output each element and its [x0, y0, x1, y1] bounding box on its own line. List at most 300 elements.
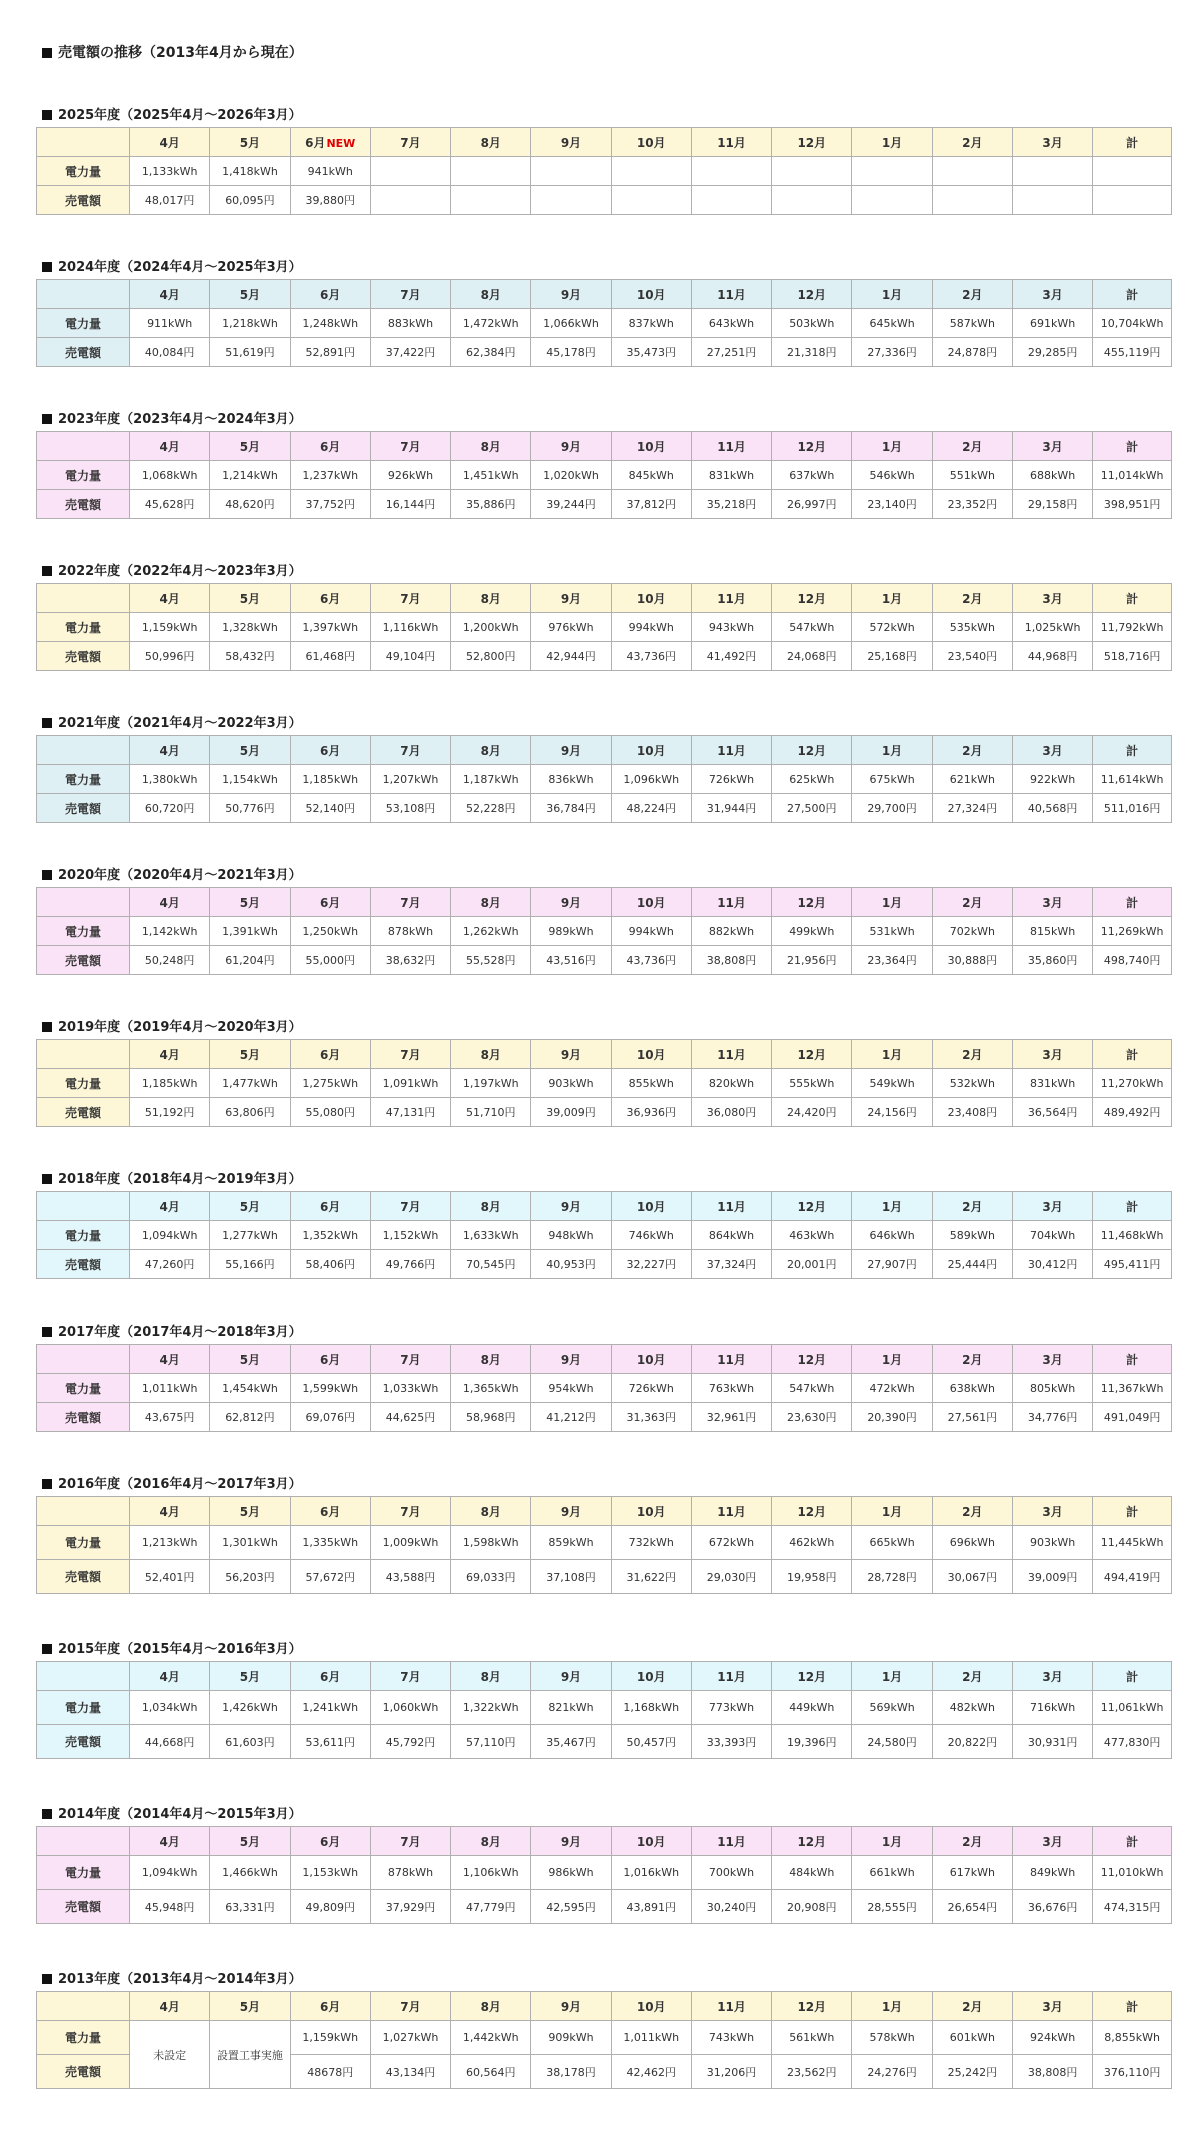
sales-value: 48,224円	[611, 794, 691, 823]
power-label: 電力量	[37, 613, 130, 642]
power-value: 1,020kWh	[531, 461, 611, 490]
month-label: 10月	[636, 1352, 666, 1367]
month-label: 6月	[320, 743, 341, 758]
month-label: 8月	[480, 591, 501, 606]
month-label: 3月	[1042, 1999, 1063, 2014]
month-header	[210, 1827, 290, 1856]
month-header	[130, 1192, 210, 1221]
month-header	[691, 128, 771, 157]
power-row	[37, 1374, 1172, 1403]
power-value	[451, 157, 531, 186]
sales-value: 36,564円	[1012, 1098, 1092, 1127]
power-value: 551kWh	[932, 461, 1012, 490]
month-header	[451, 1992, 531, 2021]
power-value: 1,011kWh	[130, 1374, 210, 1403]
power-value: 1,153kWh	[290, 1856, 370, 1890]
sales-value: 52,891円	[290, 338, 370, 367]
power-label: 電力量	[37, 765, 130, 794]
power-row	[37, 613, 1172, 642]
month-label: 12月	[797, 1669, 827, 1684]
month-label: 11月	[717, 1669, 746, 1684]
power-value: 1,454kWh	[210, 1374, 290, 1403]
power-value: 1,451kWh	[451, 461, 531, 490]
sales-row	[37, 946, 1172, 975]
month-label: 2月	[962, 287, 983, 302]
sales-label: 売電額	[37, 1098, 130, 1127]
sales-value: 24,878円	[932, 338, 1012, 367]
power-value: 1,466kWh	[210, 1856, 290, 1890]
month-header	[611, 1827, 691, 1856]
sales-label: 売電額	[37, 2055, 130, 2089]
power-value: 8,855kWh	[1093, 2021, 1172, 2055]
sales-value: 36,080円	[691, 1098, 771, 1127]
sales-value: 35,467円	[531, 1725, 611, 1759]
year-title	[36, 713, 1172, 735]
year-title	[36, 105, 1172, 127]
year-block	[36, 1969, 1172, 2089]
power-row	[37, 157, 1172, 186]
month-label: 12月	[797, 287, 827, 302]
sales-value: 51,619円	[210, 338, 290, 367]
month-header	[1012, 280, 1092, 309]
month-header	[852, 584, 932, 613]
power-value: 954kWh	[531, 1374, 611, 1403]
month-header	[1012, 432, 1092, 461]
month-header	[611, 888, 691, 917]
black-square-icon	[42, 414, 52, 424]
power-value: 909kWh	[531, 2021, 611, 2055]
month-label: 9月	[560, 743, 582, 758]
month-label: 6月	[320, 1199, 341, 1214]
month-label: 9月	[560, 1669, 582, 1684]
sales-value: 33,393円	[691, 1725, 771, 1759]
month-header	[290, 584, 370, 613]
header-row	[37, 1192, 1172, 1221]
month-header	[130, 1040, 210, 1069]
month-header	[611, 1040, 691, 1069]
power-value: 1,322kWh	[451, 1691, 531, 1725]
sales-value: 47,260円	[130, 1250, 210, 1279]
month-label: 10月	[636, 135, 666, 150]
corner-cell	[37, 888, 130, 917]
month-label: 10月	[636, 1999, 666, 2014]
year-table	[36, 887, 1172, 975]
month-label: 9月	[560, 1199, 582, 1214]
month-label: 5月	[239, 1834, 261, 1849]
sales-value: 42,944円	[531, 642, 611, 671]
month-label: 12月	[797, 591, 827, 606]
power-label: 電力量	[37, 1221, 130, 1250]
power-value: 1,060kWh	[370, 1691, 450, 1725]
year-title-text: 2020年度（2020年4月～2021年3月）	[58, 868, 302, 883]
sales-value: 38,808円	[1012, 2055, 1092, 2089]
power-value: 1,472kWh	[451, 309, 531, 338]
month-header	[210, 1192, 290, 1221]
power-value: 1,094kWh	[130, 1221, 210, 1250]
black-square-icon	[42, 566, 52, 576]
sales-value: 49,104円	[370, 642, 450, 671]
month-header	[531, 584, 611, 613]
month-header	[531, 736, 611, 765]
year-title	[36, 1169, 1172, 1191]
year-block	[36, 1169, 1172, 1279]
power-value: 911kWh	[130, 309, 210, 338]
power-value: 726kWh	[691, 765, 771, 794]
power-value: 989kWh	[531, 917, 611, 946]
power-value: 1,133kWh	[130, 157, 210, 186]
sales-value: 50,776円	[210, 794, 290, 823]
power-value: 1,025kWh	[1012, 613, 1092, 642]
month-header	[611, 1662, 691, 1691]
sales-value: 36,936円	[611, 1098, 691, 1127]
sales-value: 58,432円	[210, 642, 290, 671]
power-value: 1,397kWh	[290, 613, 370, 642]
month-label: 7月	[400, 1834, 421, 1849]
header-row	[37, 584, 1172, 613]
power-value: 11,010kWh	[1093, 1856, 1172, 1890]
power-value: 1,218kWh	[210, 309, 290, 338]
month-header	[691, 1345, 771, 1374]
month-label: 11月	[717, 439, 746, 454]
month-label: 10月	[636, 439, 666, 454]
month-header	[290, 1827, 370, 1856]
month-label: 12月	[797, 743, 827, 758]
power-value: 1,142kWh	[130, 917, 210, 946]
power-row	[37, 765, 1172, 794]
month-label: 2月	[962, 1999, 983, 2014]
month-label: 4月	[159, 1199, 180, 1214]
month-label: 10月	[636, 591, 666, 606]
power-value: 1,154kWh	[210, 765, 290, 794]
year-table	[36, 1661, 1172, 1759]
corner-cell	[37, 1040, 130, 1069]
month-label: 12月	[797, 1352, 827, 1367]
sales-value: 62,812円	[210, 1403, 290, 1432]
month-header	[130, 280, 210, 309]
year-block	[36, 257, 1172, 367]
black-square-icon	[42, 1809, 52, 1819]
power-value: 702kWh	[932, 917, 1012, 946]
month-header	[691, 1192, 771, 1221]
sales-value: 30,888円	[932, 946, 1012, 975]
month-header	[932, 1497, 1012, 1526]
sales-row	[37, 490, 1172, 519]
year-table	[36, 583, 1172, 671]
month-header	[772, 736, 852, 765]
month-label: 5月	[239, 1504, 261, 1519]
month-header	[130, 1827, 210, 1856]
month-header	[370, 1345, 450, 1374]
month-header	[531, 1992, 611, 2021]
sales-value	[1093, 186, 1172, 215]
sales-value: 518,716円	[1093, 642, 1172, 671]
month-label: 1月	[881, 743, 903, 758]
power-value: 561kWh	[772, 2021, 852, 2055]
month-label: 11月	[717, 591, 746, 606]
power-value: 11,792kWh	[1093, 613, 1172, 642]
month-label: 9月	[560, 591, 582, 606]
month-label: 1月	[881, 1047, 903, 1062]
month-header	[852, 280, 932, 309]
year-title	[36, 257, 1172, 279]
month-header	[1012, 888, 1092, 917]
sales-value: 23,630円	[772, 1403, 852, 1432]
month-label: 3月	[1042, 895, 1063, 910]
month-label: 1月	[881, 1199, 903, 1214]
month-label: 11月	[717, 1999, 746, 2014]
year-title-text: 2019年度（2019年4月～2020年3月）	[58, 1020, 302, 1035]
month-label: 12月	[797, 895, 827, 910]
power-value: 849kWh	[1012, 1856, 1092, 1890]
power-value: 638kWh	[932, 1374, 1012, 1403]
month-header	[370, 1497, 450, 1526]
power-value: 1,159kWh	[290, 2021, 370, 2055]
sales-value: 37,752円	[290, 490, 370, 519]
sales-value	[531, 186, 611, 215]
month-label: 3月	[1042, 439, 1063, 454]
sales-value: 27,251円	[691, 338, 771, 367]
sales-value: 23,140円	[852, 490, 932, 519]
month-header	[130, 128, 210, 157]
power-row	[37, 1856, 1172, 1890]
power-value: 449kWh	[772, 1691, 852, 1725]
sales-value: 61,204円	[210, 946, 290, 975]
month-label: 9月	[560, 1999, 582, 2014]
month-label: 4月	[159, 1834, 180, 1849]
power-value: 746kWh	[611, 1221, 691, 1250]
sales-value: 27,561円	[932, 1403, 1012, 1432]
year-title-text: 2024年度（2024年4月～2025年3月）	[58, 260, 302, 275]
year-title-text: 2022年度（2022年4月～2023年3月）	[58, 564, 302, 579]
year-block	[36, 1017, 1172, 1127]
corner-cell	[37, 1662, 130, 1691]
sales-value: 35,473円	[611, 338, 691, 367]
month-label: 7月	[400, 1504, 421, 1519]
power-value: 531kWh	[852, 917, 932, 946]
month-header	[932, 432, 1012, 461]
sales-value: 20,822円	[932, 1725, 1012, 1759]
power-value: 691kWh	[1012, 309, 1092, 338]
year-table	[36, 279, 1172, 367]
power-value: 922kWh	[1012, 765, 1092, 794]
power-value: 601kWh	[932, 2021, 1012, 2055]
sales-value: 21,318円	[772, 338, 852, 367]
month-header	[130, 736, 210, 765]
month-label: 1月	[881, 1834, 903, 1849]
month-label: 12月	[797, 135, 827, 150]
sales-value: 31,622円	[611, 1560, 691, 1594]
month-label: 3月	[1042, 1047, 1063, 1062]
month-label: 8月	[480, 1047, 501, 1062]
month-label: 1月	[881, 135, 903, 150]
month-label: 4月	[159, 1504, 180, 1519]
sales-value: 45,628円	[130, 490, 210, 519]
sales-value: 36,784円	[531, 794, 611, 823]
month-label: 2月	[962, 1669, 983, 1684]
month-header	[611, 1497, 691, 1526]
power-value: 941kWh	[290, 157, 370, 186]
sales-value: 30,931円	[1012, 1725, 1092, 1759]
month-header	[290, 1497, 370, 1526]
month-label: 11月	[717, 1834, 746, 1849]
sales-value: 50,457円	[611, 1725, 691, 1759]
power-value: 805kWh	[1012, 1374, 1092, 1403]
month-label: 8月	[480, 1999, 501, 2014]
year-title-text: 2015年度（2015年4月～2016年3月）	[58, 1642, 302, 1657]
month-label: 6月	[320, 439, 341, 454]
power-row	[37, 1691, 1172, 1725]
sales-value: 25,242円	[932, 2055, 1012, 2089]
power-value: 1,633kWh	[451, 1221, 531, 1250]
month-header	[691, 1040, 771, 1069]
month-header	[691, 1662, 771, 1691]
sales-value: 24,276円	[852, 2055, 932, 2089]
month-header	[290, 1040, 370, 1069]
month-header	[611, 1345, 691, 1374]
month-label: 9月	[560, 1834, 582, 1849]
month-label: 9月	[560, 1047, 582, 1062]
sales-label: 売電額	[37, 338, 130, 367]
total-header: 計	[1093, 1040, 1172, 1069]
sales-value: 23,352円	[932, 490, 1012, 519]
sales-value: 62,384円	[451, 338, 531, 367]
month-label: 9月	[560, 439, 582, 454]
month-header	[691, 1992, 771, 2021]
month-label: 8月	[480, 1352, 501, 1367]
sales-value	[852, 186, 932, 215]
month-header	[932, 128, 1012, 157]
year-title	[36, 1969, 1172, 1991]
month-header	[370, 1992, 450, 2021]
month-label: 1月	[881, 1999, 903, 2014]
month-label: 7月	[400, 1999, 421, 2014]
month-header	[451, 128, 531, 157]
month-label: 4月	[159, 1669, 180, 1684]
sales-value	[691, 186, 771, 215]
sales-value: 57,672円	[290, 1560, 370, 1594]
corner-cell	[37, 1827, 130, 1856]
sales-value: 398,951円	[1093, 490, 1172, 519]
month-header	[932, 1040, 1012, 1069]
year-block	[36, 561, 1172, 671]
sales-value: 40,084円	[130, 338, 210, 367]
month-header	[852, 1662, 932, 1691]
month-header	[1012, 1827, 1092, 1856]
sales-value	[772, 186, 852, 215]
power-value: 463kWh	[772, 1221, 852, 1250]
power-value: 1,066kWh	[531, 309, 611, 338]
power-row	[37, 1069, 1172, 1098]
power-value: 1,106kWh	[451, 1856, 531, 1890]
year-title	[36, 1804, 1172, 1826]
power-value: 11,468kWh	[1093, 1221, 1172, 1250]
sales-value: 38,178円	[531, 2055, 611, 2089]
sales-value: 58,968円	[451, 1403, 531, 1432]
month-header	[210, 1040, 290, 1069]
month-label: 1月	[881, 895, 903, 910]
month-label: 4月	[159, 1999, 180, 2014]
sales-value: 24,580円	[852, 1725, 932, 1759]
sales-value: 32,227円	[611, 1250, 691, 1279]
page-title: 売電額の推移（2013年4月から現在）	[42, 42, 303, 62]
sales-value: 28,728円	[852, 1560, 932, 1594]
sales-value: 31,944円	[691, 794, 771, 823]
month-header	[611, 584, 691, 613]
month-header	[531, 1827, 611, 1856]
month-header	[290, 888, 370, 917]
sales-value: 63,331円	[210, 1890, 290, 1924]
month-label: 6月	[320, 895, 341, 910]
month-header	[1012, 736, 1092, 765]
power-value: 831kWh	[691, 461, 771, 490]
month-header	[852, 1827, 932, 1856]
power-value: 625kWh	[772, 765, 852, 794]
power-row	[37, 2021, 1172, 2055]
sales-value: 41,492円	[691, 642, 771, 671]
header-row	[37, 1662, 1172, 1691]
month-header	[1012, 584, 1092, 613]
sales-value: 16,144円	[370, 490, 450, 519]
month-label: 4月	[159, 1047, 180, 1062]
month-header	[772, 1497, 852, 1526]
power-value: 1,241kWh	[290, 1691, 370, 1725]
power-value: 732kWh	[611, 1526, 691, 1560]
total-header: 計	[1093, 1827, 1172, 1856]
corner-cell	[37, 1345, 130, 1374]
month-label: 11月	[717, 1047, 746, 1062]
sales-value: 60,720円	[130, 794, 210, 823]
sales-row	[37, 338, 1172, 367]
power-value: 926kWh	[370, 461, 450, 490]
year-table	[36, 1826, 1172, 1924]
month-header	[370, 432, 450, 461]
black-square-icon	[42, 1479, 52, 1489]
total-header: 計	[1093, 1992, 1172, 2021]
sales-value: 55,528円	[451, 946, 531, 975]
power-value: 1,159kWh	[130, 613, 210, 642]
power-value: 836kWh	[531, 765, 611, 794]
month-header	[290, 1192, 370, 1221]
month-label: 8月	[480, 287, 501, 302]
power-value: 1,599kWh	[290, 1374, 370, 1403]
power-value: 1,091kWh	[370, 1069, 450, 1098]
month-label: 8月	[480, 135, 501, 150]
power-value: 882kWh	[691, 917, 771, 946]
sales-row	[37, 1890, 1172, 1924]
month-label: 12月	[797, 1047, 827, 1062]
month-label: 8月	[480, 1504, 501, 1519]
month-header	[611, 1992, 691, 2021]
power-row	[37, 1526, 1172, 1560]
sales-value: 37,812円	[611, 490, 691, 519]
month-header	[691, 280, 771, 309]
sales-value: 494,419円	[1093, 1560, 1172, 1594]
month-header	[451, 736, 531, 765]
month-header	[451, 1662, 531, 1691]
month-header	[772, 1040, 852, 1069]
sales-value: 43,134円	[370, 2055, 450, 2089]
corner-cell	[37, 280, 130, 309]
month-header	[611, 432, 691, 461]
month-header	[772, 1662, 852, 1691]
month-label: 5月	[239, 1669, 261, 1684]
sales-value: 477,830円	[1093, 1725, 1172, 1759]
month-header	[772, 1827, 852, 1856]
power-value: 1,152kWh	[370, 1221, 450, 1250]
power-value: 696kWh	[932, 1526, 1012, 1560]
power-value: 1,352kWh	[290, 1221, 370, 1250]
month-header	[932, 280, 1012, 309]
